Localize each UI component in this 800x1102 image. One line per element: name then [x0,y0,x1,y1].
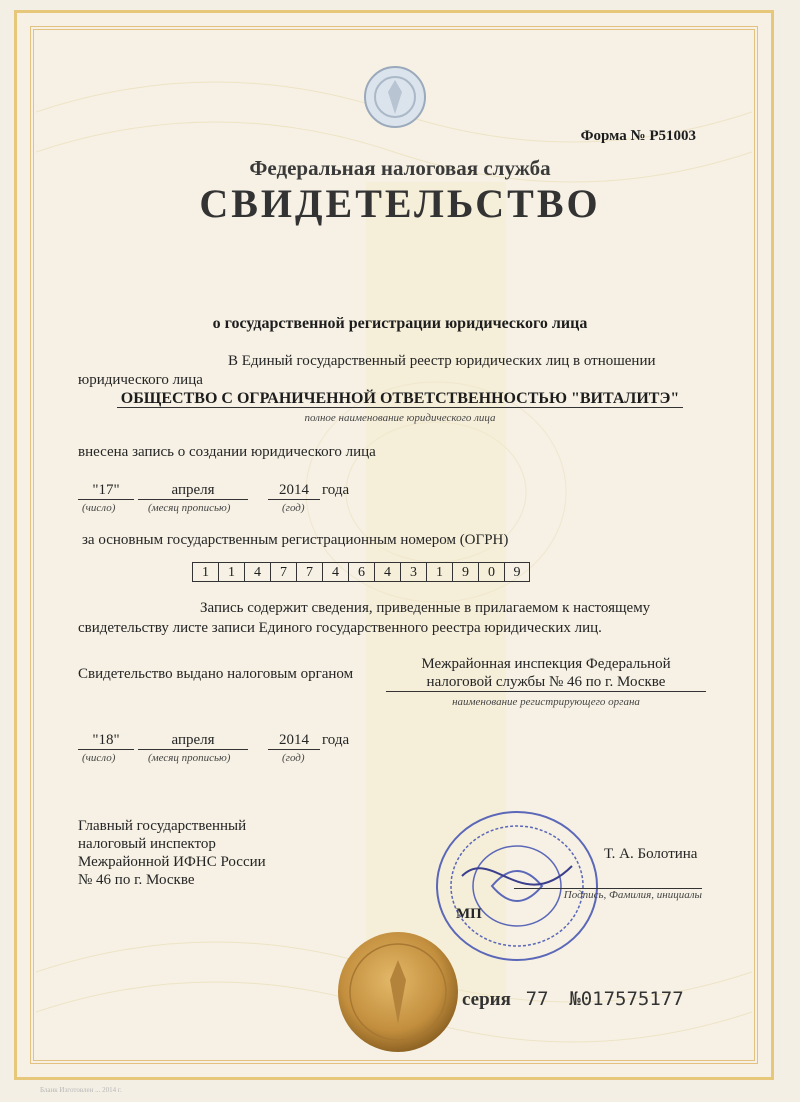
printer-imprint: Бланк Изготовлен ... 2014 г. [40,1086,122,1094]
signer-name: Т. А. Болотина [604,846,698,862]
date2-month: апреля [138,732,248,750]
certificate-subtitle: о государственной регистрации юридического лица [212,315,588,332]
date1-day-caption: (число) [82,502,116,514]
authority-caption: наименование регистрирующего органа [452,696,640,708]
ogrn-digit: 3 [400,562,426,582]
date2-month-caption: (месяц прописью) [148,752,231,764]
gold-hologram-seal [336,930,460,1054]
series-number [462,988,684,1011]
ogrn-digit: 9 [452,562,478,582]
issued-by-label: Свидетельство выдано налоговым органом [78,666,354,682]
ogrn-digit: 4 [244,562,270,582]
date1-suffix: года [322,482,350,498]
ogrn-digit: 0 [478,562,504,582]
ogrn-digit: 6 [348,562,374,582]
seal-place-label: МП [456,906,482,922]
date2-suffix: года [322,732,350,748]
ogrn-number [192,562,530,582]
organization-name [0,390,800,408]
organization-name-caption: полное наименование юридического лица [304,412,496,424]
date1-day: "17" [78,482,134,500]
series-label: серия [462,989,511,1010]
series-value: 77 [525,988,549,1010]
official-title-line-4: № 46 по г. Москве [78,872,195,888]
date2-year: 2014 [268,732,320,750]
date1-month: апреля [138,482,248,500]
ogrn-digit: 1 [218,562,244,582]
official-title-line-2: налоговый инспектор [78,836,216,852]
ogrn-digit: 9 [504,562,530,582]
official-title-line-1: Главный государственный [78,818,247,834]
organization-name-text: ОБЩЕСТВО С ОГРАНИЧЕННОЙ ОТВЕТСТВЕННОСТЬЮ "ВИТАЛИТЭ" [117,390,683,408]
ogrn-digit: 1 [426,562,452,582]
ogrn-digit: 7 [270,562,296,582]
ogrn-digit: 4 [322,562,348,582]
ogrn-digit: 4 [374,562,400,582]
date1-year: 2014 [268,482,320,500]
ogrn-label: за основным государственным регистрационным номером (ОГРН) [82,532,509,548]
entry-text: внесена запись о создании юридического лица [78,444,376,460]
date1-year-caption: (год) [282,502,305,514]
record-line-2: свидетельству листе записи Единого государственного реестра юридических лиц. [78,620,602,636]
ogrn-digit: 7 [296,562,322,582]
date2-year-caption: (год) [282,752,305,764]
date2-day: "18" [78,732,134,750]
intro-line-1: В Единый государственный реестр юридических лиц в отношении [228,353,656,369]
certificate-number: №017575177 [569,988,684,1010]
authority-line-1: Межрайонная инспекция Федеральной [421,656,671,672]
signature-caption: Подпись, Фамилия, инициалы [514,888,702,901]
intro-line-2: юридического лица [78,372,203,388]
date2-day-caption: (число) [82,752,116,764]
coat-of-arms-emblem [360,62,430,132]
official-title-line-3: Межрайонной ИФНС России [78,854,266,870]
authority-line-2: налоговой службы № 46 по г. Москве [386,674,706,692]
form-number: Форма № Р51003 [580,128,696,144]
record-line-1: Запись содержит сведения, приведенные в прилагаемом к настоящему [200,600,651,616]
ogrn-digit: 1 [192,562,218,582]
issuer-title: Федеральная налоговая служба [249,156,551,180]
date1-month-caption: (месяц прописью) [148,502,231,514]
certificate-title: СВИДЕТЕЛЬСТВО [199,181,601,226]
